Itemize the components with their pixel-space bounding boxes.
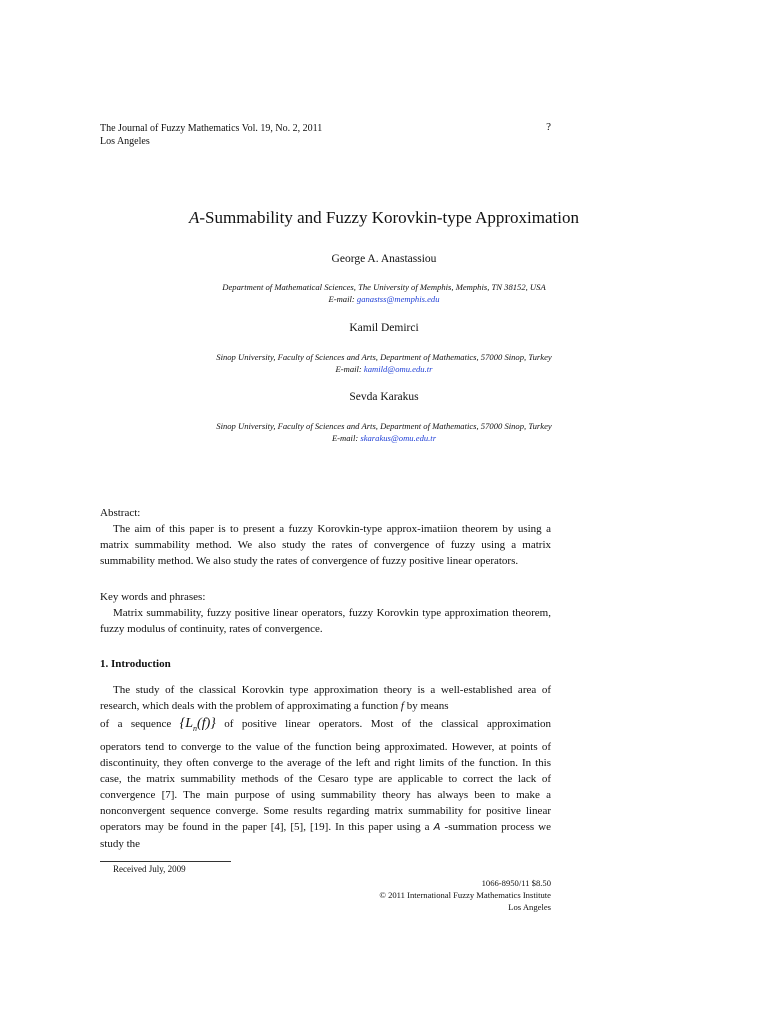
math-f: f xyxy=(400,700,404,712)
intro-text: operators tend to converge to the value of the function being approximated. However, at points of discontinuity, they often converge to the average of the left and right limits of the function. In this case, the matrix summability methods of the Cesaro type are applicable to correct the lack of convergence [7]. The main purpose of using summability theory has always been to make a nonconvergent sequence converge. Some results regarding matrix summability for positive linear operators may be found in the paper [4], [5], [19]. In this paper using a xyxy=(100,741,551,833)
author-email-line xyxy=(0,432,768,444)
author-affiliation: Sinop University, Faculty of Sciences and Arts, Department of Mathematics, 57000 Sinop, Turkey xyxy=(216,352,552,362)
title-text: -Summability and Fuzzy Korovkin-type Approximation xyxy=(199,208,579,227)
author-email-line xyxy=(0,293,768,305)
author-affiliation: Department of Mathematical Sciences, The University of Memphis, Memphis, TN 38152, USA xyxy=(222,282,546,292)
author-name: Sevda Karakus xyxy=(349,391,419,403)
email-label: E-mail: xyxy=(335,364,364,374)
email-link[interactable]: ganastss@memphis.edu xyxy=(356,294,440,304)
paper-title xyxy=(0,208,768,228)
journal-location: Los Angeles xyxy=(100,136,150,147)
intro-sequence-line xyxy=(100,716,551,737)
issn-price: 1066-8950/11 $8.50 xyxy=(481,878,551,888)
abstract-label: Abstract: xyxy=(100,507,141,519)
abstract-text: The aim of this paper is to present a fuzzy Korovkin-type approx-imatiion theorem by using a matrix summability method. We also study the rates of convergence of fuzzy using a matrix summability method. We also study the rates of convergence of fuzzy positive linear operators. xyxy=(100,523,551,567)
email-link[interactable]: skarakus@omu.edu.tr xyxy=(360,433,437,443)
math-A: A xyxy=(433,822,441,833)
author-email-line xyxy=(0,363,768,375)
received-date: Received July, 2009 xyxy=(113,864,186,874)
intro-paragraph-start xyxy=(100,682,551,714)
email-label: E-mail: xyxy=(331,433,361,443)
intro-text: -summation process we study the xyxy=(100,821,552,850)
footer-location: Los Angeles xyxy=(508,902,551,912)
section-heading: 1. Introduction xyxy=(100,658,171,670)
keywords-text: Matrix summability, fuzzy positive linear operators, fuzzy Korovkin type approximation theorem, fuzzy modulus of continuity, rates of convergence. xyxy=(100,607,551,635)
email-link[interactable]: kamild@omu.edu.tr xyxy=(363,364,433,374)
footnote-rule xyxy=(100,861,231,862)
math-seq-open: {L xyxy=(179,716,194,731)
journal-title: The Journal of Fuzzy Mathematics Vol. 19, No. 2, 2011 xyxy=(100,123,323,134)
copyright: © 2011 International Fuzzy Mathematics Institute xyxy=(379,890,551,900)
author-name: Kamil Demirci xyxy=(349,322,419,334)
author-name: George A. Anastassiou xyxy=(331,253,437,265)
keywords-label: Key words and phrases: xyxy=(100,591,206,603)
intro-text: of a sequence xyxy=(100,718,172,730)
author-affiliation: Sinop University, Faculty of Sciences and Arts, Department of Mathematics, 57000 Sinop, Turkey xyxy=(216,421,552,431)
page-number: ? xyxy=(546,121,551,133)
math-sequence xyxy=(180,716,216,731)
email-label: E-mail: xyxy=(328,294,357,304)
intro-text: The study of the classical Korovkin type approximation theory is a well-established area of research, which deals with the problem of approximating a function xyxy=(100,684,551,712)
intro-text: by means xyxy=(406,700,449,712)
title-symbol: A xyxy=(188,208,200,227)
math-seq-sub: n xyxy=(193,723,198,733)
math-seq-close: (f)} xyxy=(197,716,216,731)
intro-paragraph-body xyxy=(100,739,551,852)
intro-text: of positive linear operators. Most of the classical approximation xyxy=(224,718,552,730)
